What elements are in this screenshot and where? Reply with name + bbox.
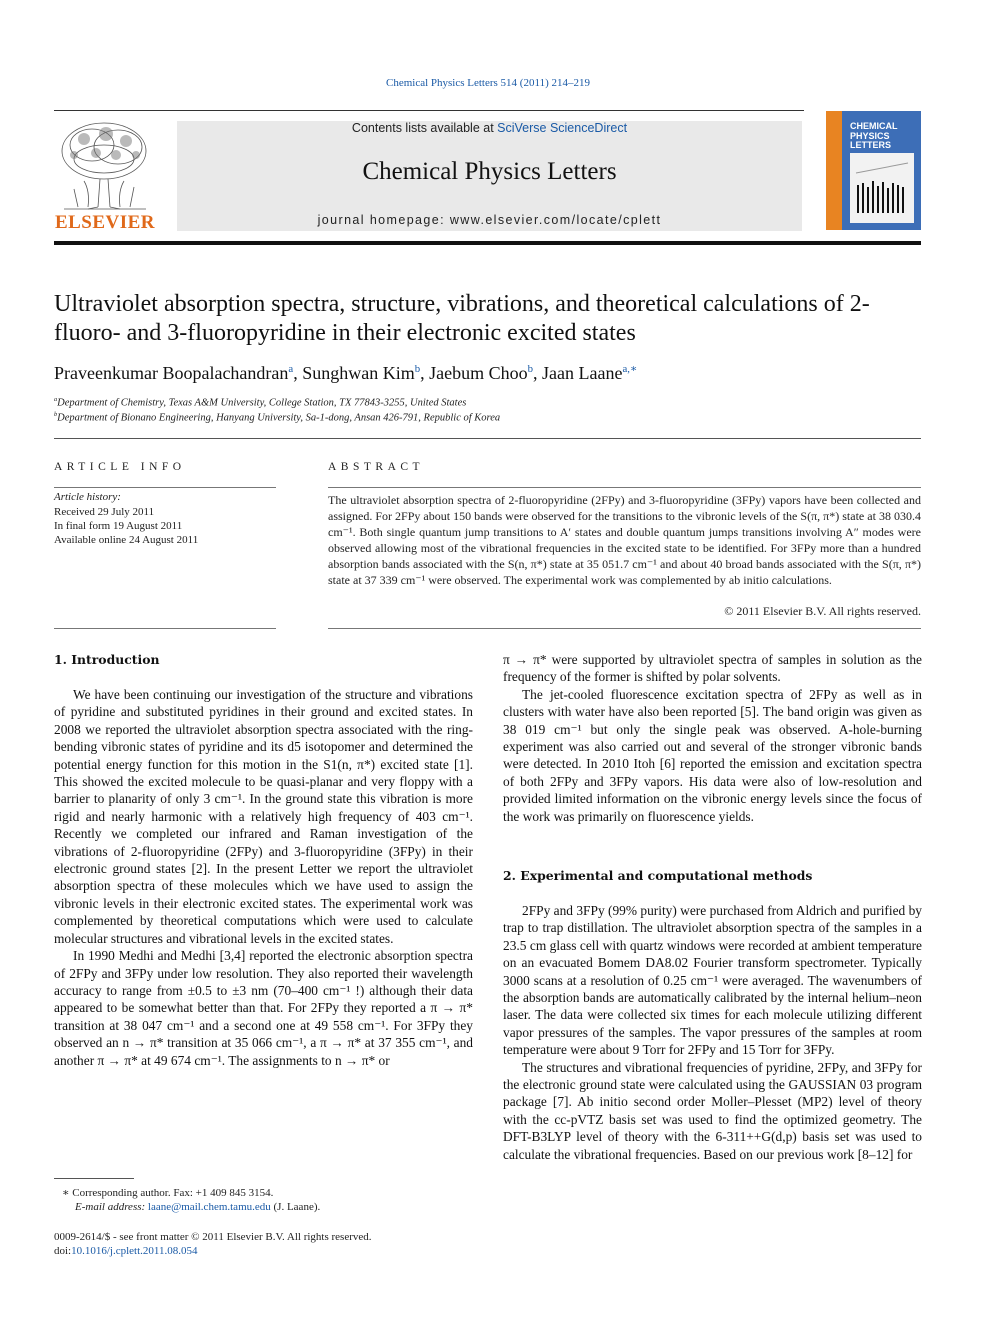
paragraph: The structures and vibrational frequencies of pyridine, 2FPy, and 3FPy for the electronic ground state were calculated using the GAUSSIAN 03 program package [7]. Ab initio second order Moller–Plesset (MP2) level of theory with the cc-pVTZ basis set was used to find the optimized geometry. The DFT-B3LYP level of theory with the 6-311++G(d,p) basis set was used to calculate the vibrational frequencies. Based on our previous work [8–12] for — [503, 1059, 922, 1162]
corresponding-author-note: ∗ Corresponding author. Fax: +1 409 845 3154. — [62, 1187, 274, 1199]
journal-reference[interactable]: Chemical Physics Letters 514 (2011) 214–219 — [386, 77, 590, 89]
paragraph: The jet-cooled fluorescence excitation spectra of 2FPy as well as in clusters with water have also been reported [5]. The band origin was given as 38 019 cm⁻¹ but only the single peak was observed. A-hole-burning experiment was also carried out and several of the stronger vibronic bands were detected. In 2010 Itoh [6] reported the emission and excitation spectra of both 2FPy and 3FPy vapors. His data were also of low-resolution and provided limited information on the vibronic energy levels since the focus of the work was primarily on fluorescence yields. — [503, 686, 922, 824]
received-date: Received 29 July 2011 — [54, 506, 155, 518]
left-column — [54, 686, 473, 1069]
affiliation-b-text: Department of Bionano Engineering, Hanyang University, Sa-1-dong, Ansan 426-791, Republic of Korea — [57, 412, 501, 424]
author-name[interactable]: Jaebum Choo — [429, 363, 528, 383]
issn-line: 0009-2614/$ - see front matter © 2011 Elsevier B.V. All rights reserved. — [54, 1231, 372, 1243]
author-name[interactable]: Jaan Laane — [542, 363, 623, 383]
doi-prefix: doi: — [54, 1245, 72, 1257]
homepage-prefix: journal homepage: — [317, 213, 450, 227]
contents-line — [177, 121, 802, 135]
right-column-bottom — [503, 902, 922, 1163]
right-column-top — [503, 651, 922, 825]
author-list: Praveenkumar Boopalachandran$^a$, Sunghwan Kim$^b$, Jaebum Choo$^b$, Jaan Laane$^{a,∗}$ — [54, 363, 638, 383]
author-name[interactable]: Sunghwan Kim — [302, 363, 415, 383]
author-name[interactable]: Praveenkumar Boopalachandran — [54, 363, 289, 383]
top-rule — [54, 110, 804, 111]
abstract-rule — [328, 487, 921, 488]
affiliation-a-label: a — [54, 396, 58, 403]
section-heading-methods: 2. Experimental and computational methods — [503, 868, 813, 883]
article-info-bottom-rule — [54, 628, 276, 629]
affiliation-marker[interactable]: a,∗ — [622, 363, 638, 375]
paragraph: π → π* were supported by ultraviolet spectra of samples in solution as the frequency of the former is shifted by polar solvents. — [503, 652, 922, 685]
affiliation-marker[interactable]: b — [414, 363, 421, 375]
section-heading-introduction: 1. Introduction — [54, 652, 160, 667]
doi-line — [54, 1245, 198, 1257]
abstract-copyright: © 2011 Elsevier B.V. All rights reserved. — [724, 604, 921, 618]
spectrum-graphic-icon — [850, 153, 914, 223]
elsevier-wordmark: ELSEVIER — [54, 212, 156, 233]
email-note — [75, 1201, 320, 1213]
paragraph: In 1990 Medhi and Medhi [3,4] reported the electronic absorption spectra of 2FPy and 3FPy under low resolution. They also reported their wavelength accuracy to range from ±0.5 to ±3 nm (70–400 cm⁻¹ !) although their data appeared to be somewhat better than that. For 2FPy they reported a π → π* transition at 38 047 cm⁻¹ and a second one at 49 558 cm⁻¹. For 3FPy they observed an n → π* transition at 35 066 cm⁻¹, a π → π* at 37 355 cm⁻¹, and another π → π* at 49 674 cm⁻¹. The assignments to n → π* or — [54, 948, 473, 1068]
affiliation-a — [54, 396, 924, 409]
article-title: Ultraviolet absorption spectra, structure, vibrations, and theoretical calculations of 2-fluoro- and 3-fluoropyridine in their electronic excited states — [54, 291, 870, 346]
abstract-text: The ultraviolet absorption spectra of 2-fluoropyridine (2FPy) and 3-fluoropyridine (3FPy) vapors have been collected and assigned. For 2FPy about 150 bands were observed for the transitions to the vibronic levels of the S(π, π*) state at 38 030.4 cm⁻¹. Both single quantum jump transitions to A′ states and double quantum jumps transitions involving A″ modes were observed allowing most of the vibrational frequencies in the excited state to be identified. For 3FPy more than a hundred absorption bands associated with the S(n, π*) state at 35 051.7 cm⁻¹ and about 40 broad bands associated with the S(π, π*) state at 37 339 cm⁻¹ were observed. The experimental work was complemented by ab initio calculations. — [328, 493, 921, 587]
journal-title: Chemical Physics Letters — [362, 158, 617, 185]
email-suffix: (J. Laane). — [273, 1201, 321, 1213]
abstract-bottom-rule — [328, 628, 921, 629]
article-info-rule — [54, 487, 276, 488]
paragraph: 2FPy and 3FPy (99% purity) were purchased from Aldrich and purified by trap to trap distillation. The ultraviolet absorption spectra of the samples in a 23.5 cm glass cell with quartz windows were recorded at ambient temperature on an evacuated Bomem DA8.02 Fourier transform spectrometer. Typically 3000 scans at a resolution of 0.25 cm⁻¹ were averaged. The wavenumbers of the absorption bands are automatically calibrated by the internal helium–neon laser. The data were collected six times for each molecule utilizing different vapor pressures of the samples. The vapor pressures of the samples at room temperature were about 9 Torr for 2FPy and 15 Torr for 3FPy. — [503, 903, 922, 1058]
cover-image-panel — [850, 153, 914, 223]
article-history-label: Article history: — [54, 491, 121, 503]
doi-link[interactable]: 10.1016/j.cplett.2011.08.054 — [71, 1245, 198, 1257]
affiliation-b-label: b — [54, 411, 58, 418]
header-thick-rule — [54, 241, 921, 245]
affiliation-marker[interactable]: b — [527, 363, 534, 375]
online-date: Available online 24 August 2011 — [54, 534, 199, 546]
contents-prefix: Contents lists available at — [351, 121, 498, 135]
final-form-date: In final form 19 August 2011 — [54, 520, 183, 532]
homepage-line — [177, 213, 802, 227]
title-divider — [54, 438, 921, 439]
affiliation-marker[interactable]: a — [288, 363, 294, 375]
paragraph: We have been continuing our investigation of the structure and vibrations of pyridine and substituted pyridines in their ground and excited states. In 2008 we reported the ultraviolet absorption spectra associated with the ring-bending vibronic states of pyridine and its d5 isotopomer and determined the potential energy function for this motion in the S1(n, π*) excited state [1]. This showed the excited molecule to be quasi-planar and very floppy with a barrier to planarity of only 3 cm⁻¹. In the ground state this vibration is more rigid and nearly harmonic with a relatively high frequency of 403 cm⁻¹. Recently we completed our infrared and Raman investigation of the vibrations of 2-fluoropyridine (2FPy) and 3-fluoropyridine (3FPy) in their electronic ground states [2]. In the present Letter we report the ultraviolet absorption spectra of these molecules which we have used to assign the vibronic levels in their electronic excited states. The experimental work was complemented by theoretical computations which were used to calculate molecular structures and vibrational levels in the excited states. — [54, 687, 473, 946]
article-info-heading: ARTICLE INFO — [54, 461, 186, 473]
cover-stripe — [826, 111, 842, 230]
footnote-rule — [54, 1178, 134, 1179]
affiliation-a-text: Department of Chemistry, Texas A&M University, College Station, TX 77843-3255, United States — [57, 397, 467, 409]
affiliation-b — [54, 411, 924, 424]
cover-title: CHEMICAL PHYSICS LETTERS — [850, 121, 898, 150]
email-label: E-mail address: — [75, 1201, 146, 1213]
abstract-heading: ABSTRACT — [328, 461, 425, 473]
email-link[interactable]: laane@mail.chem.tamu.edu — [147, 1201, 271, 1213]
journal-cover-thumbnail[interactable] — [826, 111, 921, 230]
homepage-link[interactable]: www.elsevier.com/locate/cplett — [449, 213, 662, 227]
sciencedirect-link[interactable]: SciVerse ScienceDirect — [497, 121, 628, 135]
